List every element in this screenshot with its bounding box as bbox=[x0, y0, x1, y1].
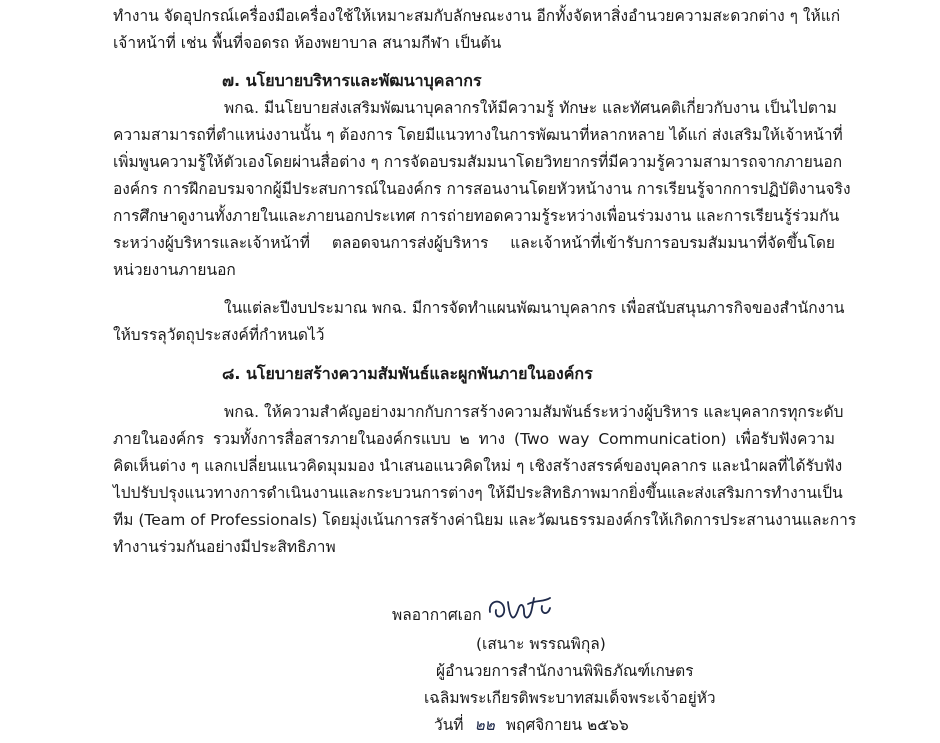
date-month-year: พฤศจิกายน ๒๕๖๖ bbox=[505, 716, 629, 734]
intro-line-1: ทำงาน จัดอุปกรณ์เครื่องมือเครื่องใช้ให้เหมาะสมกับลักษณะงาน อีกทั้งจัดหาสิ่งอำนวยความสะดวกต่าง ๆ ให้แก่ bbox=[113, 7, 841, 25]
signature-date bbox=[434, 714, 629, 736]
section-7-para-2-line-2: ให้บรรลุวัตถุประสงค์ที่กำหนดไว้ bbox=[113, 326, 325, 344]
section-8-para-1-line-4: ไปปรับปรุงแนวทางการดำเนินงานและกระบวนการต่างๆ ให้มีประสิทธิภาพมากยิ่งขึ้นและส่งเสริมการทำงานเป็น bbox=[113, 484, 843, 502]
section-7-para-1-line-3: เพิ่มพูนความรู้ให้ตัวเองโดยผ่านสื่อต่าง ๆ การจัดอบรมสัมมนาโดยวิทยากรที่มีความรู้ความสามารถจากภายนอก bbox=[113, 153, 843, 171]
signature-position-line-2: เฉลิมพระเกียรติพระบาทสมเด็จพระเจ้าอยู่หัว bbox=[424, 689, 716, 707]
section-7-para-1-line-7: หน่วยงานภายนอก bbox=[113, 261, 236, 279]
section-7-para-2-line-1: ในแต่ละปีงบประมาณ พกฉ. มีการจัดทำแผนพัฒนาบุคลากร เพื่อสนับสนุนภารกิจของสำนักงาน bbox=[224, 299, 845, 317]
handwritten-signature bbox=[484, 590, 564, 630]
date-prefix: วันที่ bbox=[434, 716, 464, 734]
intro-line-2: เจ้าหน้าที่ เช่น พื้นที่จอดรถ ห้องพยาบาล สนามกีฬา เป็นต้น bbox=[113, 34, 502, 52]
section-8-para-1-line-6: ทำงานร่วมกันอย่างมีประสิทธิภาพ bbox=[113, 538, 336, 556]
section-8-para-1-line-1: พกฉ. ให้ความสำคัญอย่างมากกับการสร้างความสัมพันธ์ระหว่างผู้บริหาร และบุคลากรทุกระดับ bbox=[224, 403, 844, 421]
signature-name: (เสนาะ พรรณพิกุล) bbox=[476, 635, 606, 653]
section-8-para-1-line-2: ภายในองค์กร รวมทั้งการสื่อสารภายในองค์กรแบบ ๒ ทาง (Two way Communication) เพื่อรับฟังความ bbox=[113, 430, 835, 448]
section-8-para-1-line-5: ทีม (Team of Professionals) โดยมุ่งเน้นการสร้างค่านิยม และวัฒนธรรมองค์กรให้เกิดการประสานงานและการ bbox=[113, 511, 857, 529]
section-7-para-1-line-6: ระหว่างผู้บริหารและเจ้าหน้าที่ ตลอดจนการส่งผู้บริหาร และเจ้าหน้าที่เข้ารับการอบรมสัมมนาที่จัดขึ้นโดย bbox=[113, 234, 835, 252]
section-7-para-1-line-5: การศึกษาดูงานทั้งภายในและภายนอกประเทศ การถ่ายทอดความรู้ระหว่างเพื่อนร่วมงาน และการเรียนรู้ร่วมกัน bbox=[113, 207, 840, 225]
section-8-para-1-line-3: คิดเห็นต่าง ๆ แลกเปลี่ยนแนวคิดมุมมอง นำเสนอแนวคิดใหม่ ๆ เชิงสร้างสรรค์ของบุคลากร และนำผลที่ได้รับฟัง bbox=[113, 457, 843, 475]
date-day: ๒๒ bbox=[474, 716, 495, 734]
section-8-heading: ๘. นโยบายสร้างความสัมพันธ์และผูกพันภายในองค์กร bbox=[222, 364, 593, 383]
signature-rank: พลอากาศเอก bbox=[392, 606, 482, 624]
section-7-para-1-line-4: องค์กร การฝึกอบรมจากผู้มีประสบการณ์ในองค์กร การสอนงานโดยหัวหน้างาน การเรียนรู้จากการปฏิบัติงานจริง bbox=[113, 180, 851, 198]
section-7-heading: ๗. นโยบายบริหารและพัฒนาบุคลากร bbox=[222, 71, 482, 90]
section-7-para-1-line-2: ความสามารถที่ตำแหน่งงานนั้น ๆ ต้องการ โดยมีแนวทางในการพัฒนาที่หลากหลาย ได้แก่ ส่งเสริมให้เจ้าหน้าที่ bbox=[113, 126, 843, 144]
signature-position-line-1: ผู้อำนวยการสำนักงานพิพิธภัณฑ์เกษตร bbox=[436, 662, 694, 680]
section-7-para-1-line-1: พกฉ. มีนโยบายส่งเสริมพัฒนาบุคลากรให้มีความรู้ ทักษะ และทัศนคติเกี่ยวกับงาน เป็นไปตาม bbox=[224, 99, 837, 117]
